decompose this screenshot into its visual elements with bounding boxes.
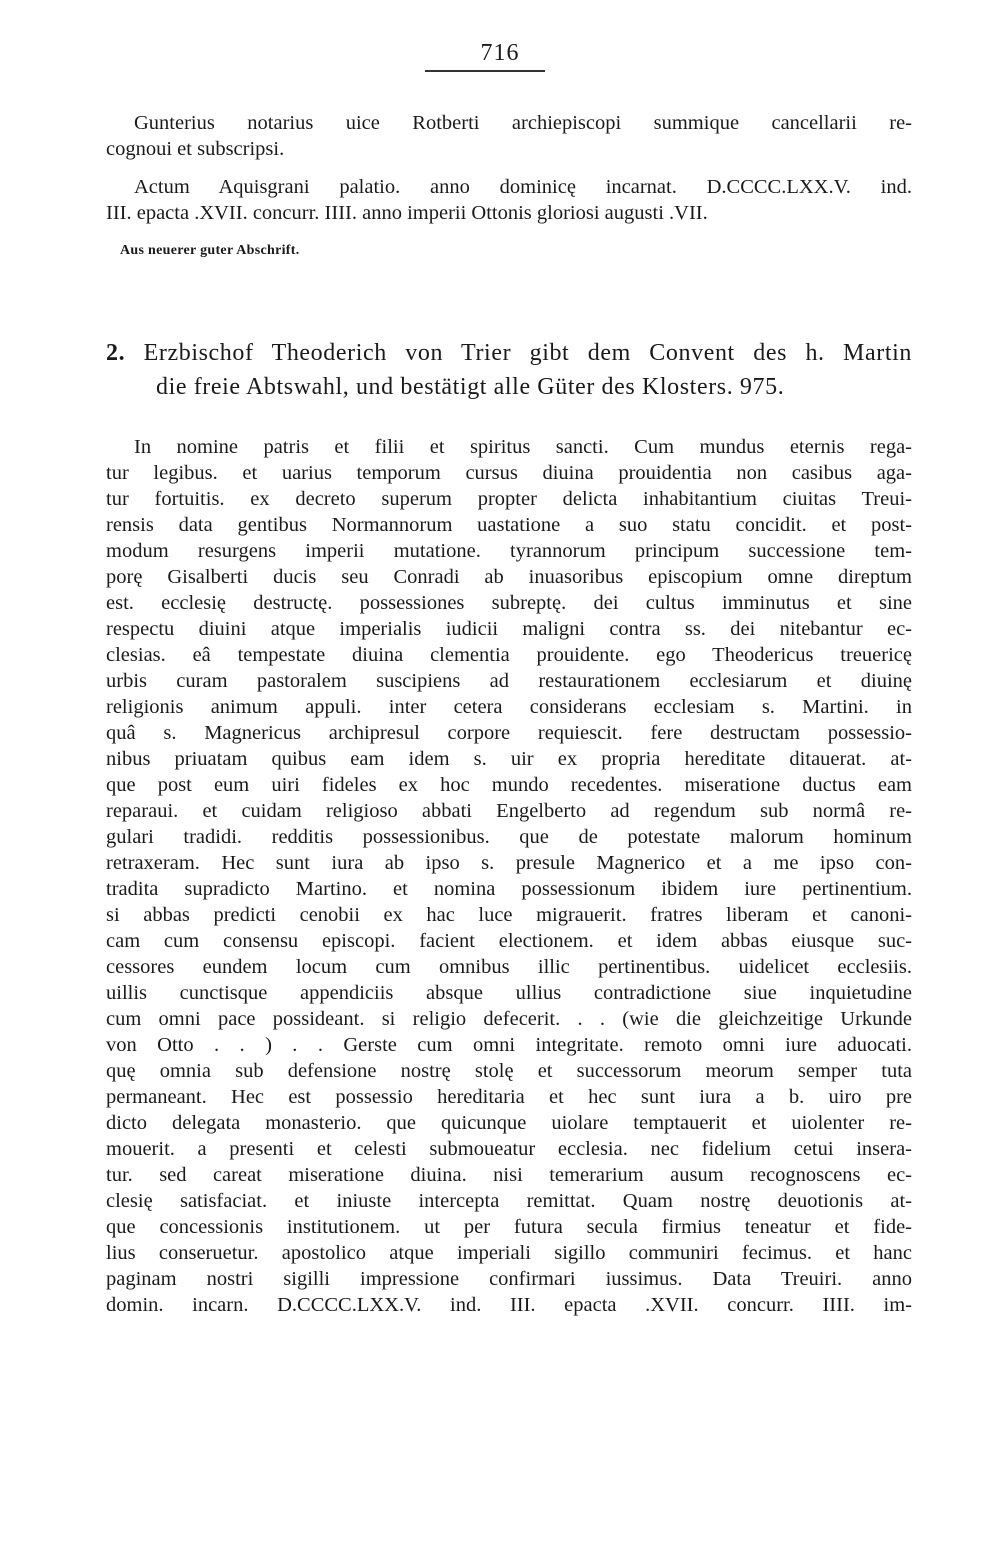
text-line: uillis cunctisque appendiciis absque ullius contradictione siue inquietudine [106, 982, 912, 1004]
text-line: permaneant. Hec est possessio hereditaria et hec sunt iura a b. uiro pre [106, 1086, 912, 1108]
text-line: rensis data gentibus Normannorum uastatione a suo statu concidit. et post- [106, 514, 912, 536]
text-line: urbis curam pastoralem suscipiens ad restaurationem ecclesiarum et diuinę [106, 670, 912, 692]
text-line: que concessionis institutionem. ut per futura secula firmius teneatur et fide- [106, 1216, 912, 1238]
text-line: si abbas predicti cenobii ex hac luce migrauerit. fratres liberam et canoni- [106, 904, 912, 926]
text-line: mouerit. a presenti et celesti submoueatur ecclesia. nec fidelium cetui insera- [106, 1138, 912, 1160]
header-rule [425, 70, 545, 72]
text-line: von Otto . . ) . . Gerste cum omni integritate. remoto omni iure aduocati. [106, 1034, 912, 1056]
document-heading [106, 336, 912, 404]
text-line: domin. incarn. D.CCCC.LXX.V. ind. III. epacta .XVII. concurr. IIII. im- [106, 1294, 912, 1316]
text-line: cognoui et subscripsi. [106, 138, 285, 160]
text-line: reparaui. et cuidam religioso abbati Engelberto ad regendum sub normâ re- [106, 800, 912, 822]
text-line: tur legibus. et uarius temporum cursus diuina prouidentia non casibus aga- [106, 462, 912, 484]
text-line: modum resurgens imperii mutatione. tyrannorum principum successione tem- [106, 540, 912, 562]
text-line: clesię satisfaciat. et iniuste intercepta remittat. Quam nostrę deuotionis at- [106, 1190, 912, 1212]
heading-text: Erzbischof Theoderich von Trier gibt dem Convent des h. Martin [143, 340, 912, 366]
heading-line [106, 336, 912, 370]
charter-body [106, 434, 912, 1318]
text-line: nibus priuatam quibus eam idem s. uir ex propria hereditate ditauerat. at- [106, 748, 912, 770]
text-line: religionis animum appuli. inter cetera considerans ecclesiam s. Martini. in [106, 696, 912, 718]
page-number: 716 [480, 40, 520, 66]
text-line: Gunterius notarius uice Rotberti archiepiscopi summique cancellarii re- [134, 112, 912, 134]
heading-line: die freie Abtswahl, und bestätigt alle Güter des Klosters. 975. [156, 374, 785, 400]
source-note: Aus neuerer guter Abschrift. [120, 243, 300, 258]
text-line: cessores eundem locum cum omnibus illic pertinentibus. uidelicet ecclesiis. [106, 956, 912, 978]
source-note-block [106, 238, 912, 264]
text-line: gulari tradidi. redditis possessionibus. que de potestate malorum hominum [106, 826, 912, 848]
text-line: lius conseruetur. apostolico atque imperiali sigillo communiri fecimus. et hanc [106, 1242, 912, 1264]
text-line: paginam nostri sigilli impressione confirmari iussimus. Data Treuiri. anno [106, 1268, 912, 1290]
heading-number: 2. [106, 340, 126, 366]
text-line: tur fortuitis. ex decreto superum propter delicta inhabitantium ciuitas Treui- [106, 488, 912, 510]
text-line: Actum Aquisgrani palatio. anno dominicę incarnat. D.CCCC.LXX.V. ind. [134, 176, 912, 198]
text-line: porę Gisalberti ducis seu Conradi ab inuasoribus episcopium omne direptum [106, 566, 912, 588]
text-line: tradita supradicto Martino. et nomina possessionum ibidem iure pertinentium. [106, 878, 912, 900]
text-line: retraxeram. Hec sunt iura ab ipso s. presule Magnerico et a me ipso con- [106, 852, 912, 874]
text-line: In nomine patris et filii et spiritus sancti. Cum mundus eternis rega- [134, 436, 912, 458]
text-line: clesias. eâ tempestate diuina clementia prouidente. ego Theodericus treuericę [106, 644, 912, 666]
text-line: quę omnia sub defensione nostrę stolę et successorum meorum semper tuta [106, 1060, 912, 1082]
text-line: dicto delegata monasterio. que quicunque uiolare temptauerit et uiolenter re- [106, 1112, 912, 1134]
text-line: tur. sed careat miseratione diuina. nisi temerarium ausum recognoscens ec- [106, 1164, 912, 1186]
text-line: III. epacta .XVII. concurr. IIII. anno imperii Ottonis gloriosi augusti .VII. [106, 202, 708, 224]
text-line: quâ s. Magnericus archipresul corpore requiescit. fere destructam possessio- [106, 722, 912, 744]
text-line: cam cum consensu episcopi. facient electionem. et idem abbas eiusque suc- [106, 930, 912, 952]
text-line: respectu diuini atque imperialis iudicii maligni contra ss. dei nitebantur ec- [106, 618, 912, 640]
text-line: est. ecclesię destructę. possessiones subreptę. dei cultus imminutus et sine [106, 592, 912, 614]
attestation-block [106, 110, 912, 162]
dating-block [106, 174, 912, 226]
text-line: cum omni pace possideant. si religio defecerit. . . (wie die gleichzeitige Urkunde [106, 1008, 912, 1030]
text-line: que post eum uiri fideles ex hoc mundo recedentes. miseratione ductus eam [106, 774, 912, 796]
